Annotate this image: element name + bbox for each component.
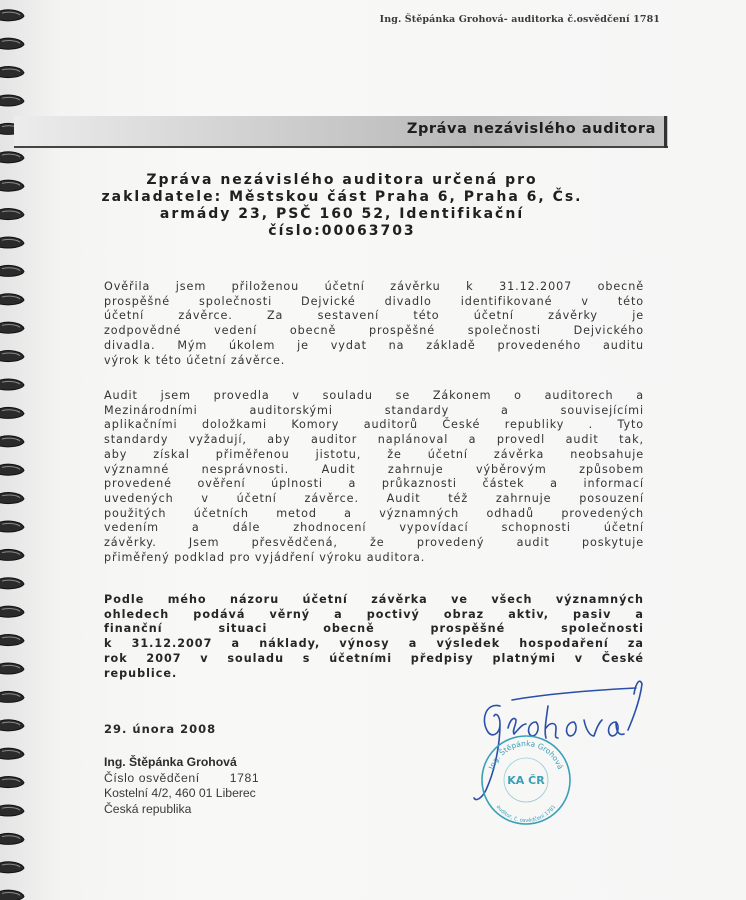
- spiral-ring: [0, 578, 24, 589]
- report-title-line: číslo:00063703: [268, 223, 416, 239]
- paragraph-line: významné nesprávnosti. Audit zahrnuje výběrovým způsobem: [104, 462, 644, 476]
- paragraph-line: provedené ověření úplnosti a průkaznosti částek a informací: [104, 477, 644, 491]
- spiral-ring: [0, 890, 24, 900]
- paragraph-line: standardy vyžadují, aby auditor naplánoval a provedl audit tak,: [104, 433, 644, 447]
- paragraph-line: přiměřený podklad pro vyjádření výroku auditora.: [104, 550, 426, 564]
- spiral-ring: [0, 294, 24, 305]
- cert-number: 1781: [229, 770, 260, 785]
- stamp-outer-text: Ing. Štěpánka Grohová: [486, 738, 566, 771]
- paragraph-line: uvedených v účetní závěrce. Audit též zahrnuje posouzení: [104, 491, 644, 505]
- auditor-cert: [104, 771, 259, 787]
- paragraph-opinion: [104, 593, 644, 681]
- section-title: Zpráva nezávislého auditora: [406, 121, 656, 137]
- stamp-logo-text: KA ČR: [507, 774, 545, 787]
- spiral-ring: [0, 67, 24, 78]
- spiral-ring: [0, 152, 24, 163]
- paragraph-line: prospěšné společnosti Dejvické divadlo identifikované v této: [104, 294, 644, 308]
- spiral-ring: [0, 379, 24, 390]
- spiral-ring: [0, 10, 24, 21]
- paragraph-line: Ověřila jsem přiloženou účetní závěrku k 31.12.2007 obecně: [104, 280, 644, 293]
- paragraph-line: výrok k této účetní závěrce.: [104, 353, 286, 367]
- running-header: Ing. Štěpánka Grohová- auditorka č.osvědčení 1781: [379, 14, 660, 25]
- spiral-ring: [0, 777, 24, 788]
- paragraph-scope: [104, 280, 644, 368]
- svg-text:Ing. Štěpánka Grohová: [487, 739, 565, 771]
- spiral-ring: [0, 691, 24, 702]
- svg-text:auditor, č. osvědčení 1781: [495, 804, 557, 824]
- report-title-line: Zpráva nezávislého auditora určená pro: [146, 172, 538, 188]
- report-title-line: armády 23, PSČ 160 52, Identifikační: [159, 206, 525, 222]
- auditor-address: Kostelní 4/2, 460 01 Liberec: [104, 786, 256, 801]
- spiral-ring: [0, 407, 24, 418]
- report-title-line: zakladatele: Městskou část Praha 6, Praha 6, Čs.: [101, 189, 583, 205]
- paragraph-line: ohledech podává věrný a poctivý obraz aktiv, pasiv a: [104, 607, 644, 621]
- spiral-ring: [0, 720, 24, 731]
- paragraph-line: účetní závěrce. Za sestavení této účetní závěrky je: [104, 309, 644, 323]
- spiral-ring: [0, 493, 24, 504]
- paragraph-line: použitých účetních metod a významných odhadů provedených: [104, 506, 644, 520]
- spiral-ring: [0, 209, 24, 220]
- spiral-ring: [0, 635, 24, 646]
- paragraph-audit-basis: [104, 389, 644, 565]
- spiral-ring: [0, 833, 24, 844]
- spiral-ring: [0, 862, 24, 873]
- spiral-ring: [0, 663, 24, 674]
- paragraph-line: Podle mého názoru účetní závěrka ve všech významných: [104, 593, 644, 606]
- paragraph-line: aplikačními doložkami Komory auditorů České republiky . Tyto: [104, 418, 644, 432]
- auditor-name: Ing. Štěpánka Grohová: [104, 755, 237, 769]
- section-divider: [14, 146, 668, 148]
- spiral-ring: [0, 549, 24, 560]
- paragraph-line: Audit jsem provedla v souladu se Zákonem o auditorech a: [104, 389, 644, 402]
- paragraph-line: republice.: [104, 666, 178, 680]
- auditor-country: Česká republika: [104, 801, 192, 816]
- paragraph-line: závěrky. Jsem přesvědčená, že provedený audit poskytuje: [104, 536, 644, 550]
- spiral-ring: [0, 464, 24, 475]
- section-band-edge: [664, 116, 667, 148]
- spiral-ring: [0, 521, 24, 532]
- spiral-ring: [0, 351, 24, 362]
- paragraph-line: vedením a dále zhodnocení vypovídací schopnosti účetní: [104, 521, 644, 535]
- paragraph-line: aby získal přiměřenou jistotu, že účetní závěrka neobsahuje: [104, 447, 644, 461]
- paragraph-line: k 31.12.2007 a náklady, výnosy a výsledek hospodaření za: [104, 637, 644, 651]
- paragraph-line: finanční situaci obecně prospěšné společnosti: [104, 622, 644, 636]
- spiral-ring: [0, 436, 24, 447]
- spiral-ring: [0, 237, 24, 248]
- paragraph-line: divadla. Mým úkolem je vydat na základě provedeného auditu: [104, 338, 644, 352]
- spiral-ring: [0, 322, 24, 333]
- cert-label: Číslo osvědčení: [104, 770, 200, 785]
- spiral-ring: [0, 805, 24, 816]
- stamp-inner-text: auditor, č. osvědčení 1781: [494, 804, 558, 825]
- paragraph-line: zodpovědné vedení obecně prospěšné společnosti Dejvického: [104, 324, 644, 338]
- spiral-ring: [0, 606, 24, 617]
- spiral-ring: [0, 38, 24, 49]
- spiral-ring: [0, 265, 24, 276]
- auditor-block: [104, 755, 259, 817]
- spiral-ring: [0, 748, 24, 759]
- auditor-stamp: [478, 732, 574, 828]
- spiral-ring: [0, 95, 24, 106]
- paragraph-line: rok 2007 v souladu s účetními předpisy platnými v České: [104, 651, 644, 665]
- paragraph-line: Mezinárodními auditorskými standardy a souvisejícími: [104, 403, 644, 417]
- report-date: 29. února 2008: [104, 722, 217, 736]
- report-title: [92, 172, 592, 240]
- spiral-ring: [0, 180, 24, 191]
